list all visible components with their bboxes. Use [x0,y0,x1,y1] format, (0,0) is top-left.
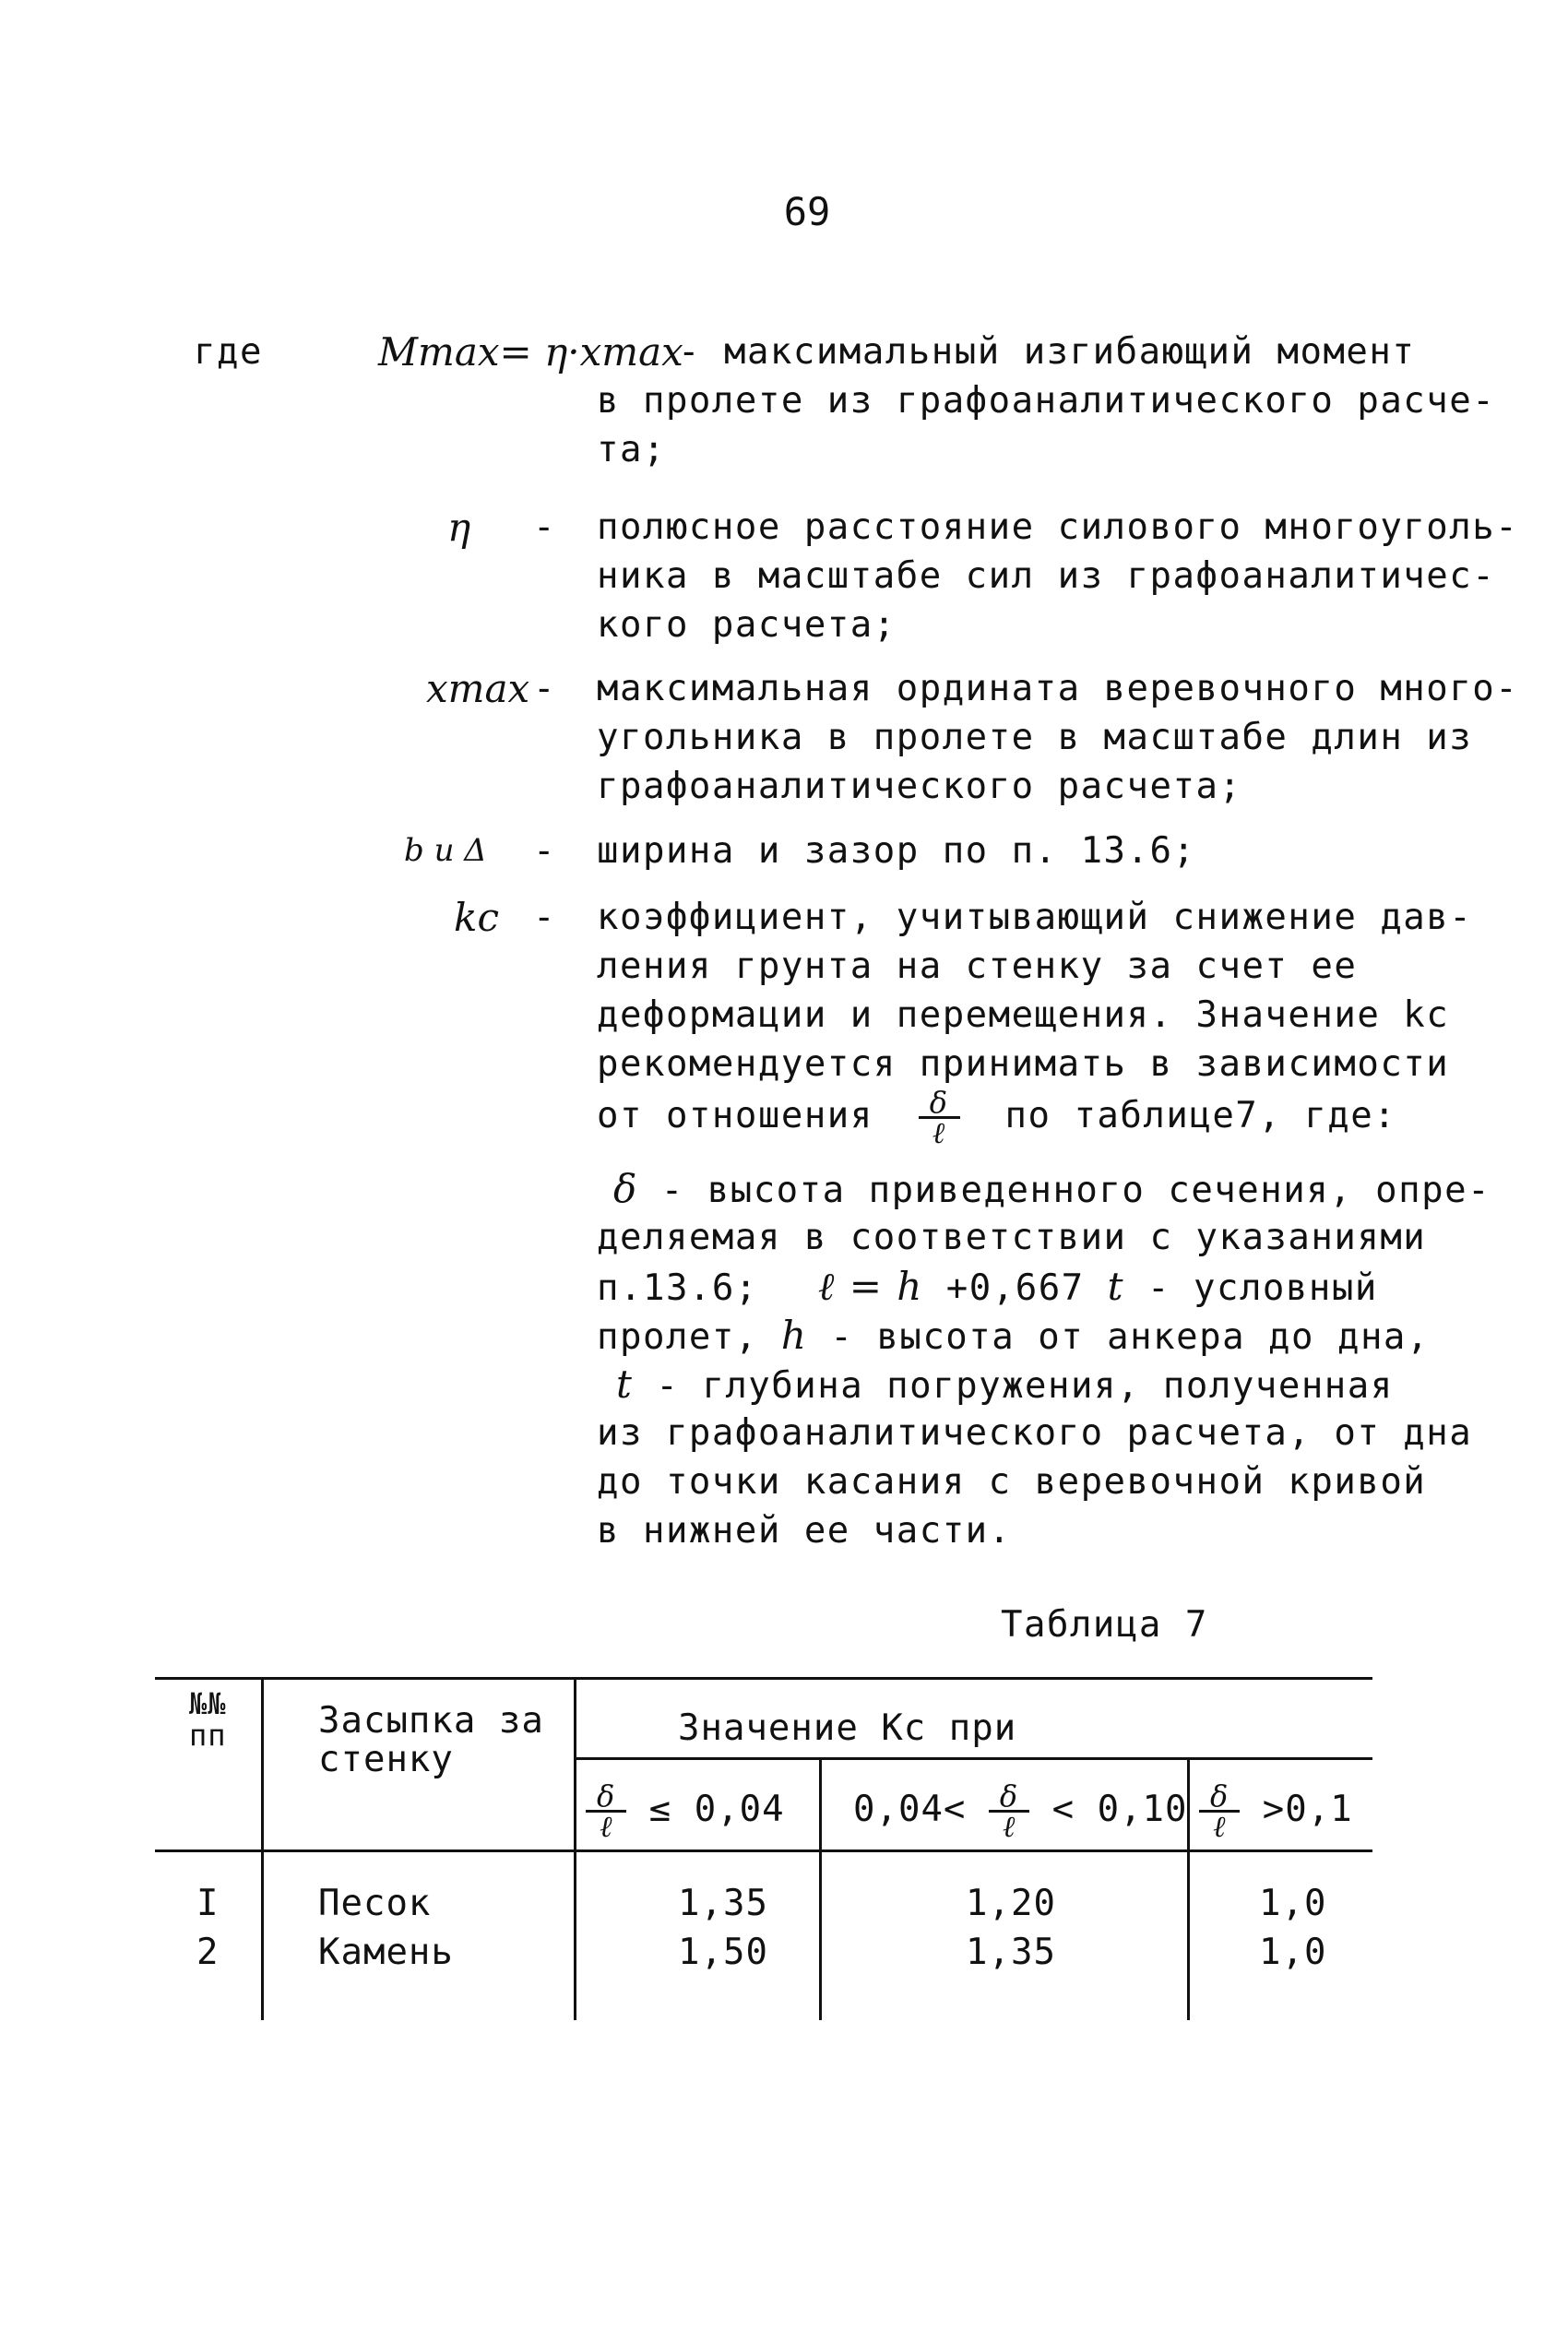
ratio-numerator: δ [929,1085,949,1120]
symbol-b-delta: b и Δ [404,832,487,869]
table-vline-1 [261,1677,264,2020]
span-coefficient: +0,667 [945,1267,1085,1309]
symbol-xmax: xmax [426,666,530,711]
row-1-number: I [196,1883,220,1924]
def-kc-dash: - [533,897,556,938]
subheader-1-post: ≤ 0,04 [648,1789,785,1830]
delta-line-3 [597,1262,1378,1313]
ratio-after: по таблице7, где: [1004,1095,1397,1136]
table-top-rule [155,1677,1372,1680]
span-formula: ℓ = h [817,1264,923,1309]
delta-line-3-ref: п.13.6; [597,1267,758,1309]
symbol-kc: kc [454,895,499,940]
def-eta-line-3: кого расчета; [597,604,897,646]
row-2-value-3: 1,0 [1259,1932,1327,1973]
subheader-3-post: >0,1 [1262,1789,1353,1830]
subheader-2-fraction [989,1778,1029,1844]
header-fill [318,1702,544,1779]
h-symbol: h [780,1313,808,1358]
delta-line-2: деляемая в соответствии с указаниями [597,1217,1427,1258]
def-mmax-line-2: в пролете из графоаналитического расче- [597,380,1496,422]
subheader-2-den: ℓ [1002,1809,1016,1844]
delta-line-6: из графоаналитического расчета, от дна [597,1412,1473,1454]
ratio-line [597,1085,1397,1150]
subheader-2-pre: 0,04< [853,1789,967,1830]
def-xmax-line-2: угольника в пролете в масштабе длин из [597,717,1473,758]
row-2-number: 2 [196,1932,220,1973]
delta-line-4-a: пролет, [597,1316,758,1358]
header-number-line-2: пп [189,1718,227,1753]
table-title: Таблица 7 [1001,1604,1208,1646]
delta-line-8: в нижней ее части. [597,1510,1012,1552]
header-fill-line-1: Засыпка за [318,1700,544,1742]
delta-line-5-text: - глубина погружения, полученная [656,1365,1394,1407]
def-xmax-line-1: максимальная ордината веревочного много- [597,668,1519,709]
delta-line-1 [613,1164,1491,1215]
t-symbol: t [1107,1264,1125,1309]
subheader-3 [1199,1778,1353,1844]
subheader-3-den: ℓ [1212,1809,1227,1844]
row-1-value-3: 1,0 [1259,1883,1327,1924]
row-2-value-2: 1,35 [966,1932,1056,1973]
table-group-rule [574,1757,1372,1760]
row-1-fill: Песок [318,1883,432,1924]
def-kc-line-4: рекомендуется принимать в зависимости [597,1043,1450,1085]
row-1-value-1: 1,35 [678,1883,768,1924]
row-1-value-2: 1,20 [966,1883,1056,1924]
subheader-1-num: δ [597,1778,616,1814]
ratio-fraction [919,1085,960,1150]
header-group: Значение Кс при [678,1707,1017,1749]
def-eta-line-2: ника в масштабе сил из графоаналитичес- [597,555,1496,597]
subheader-3-num: δ [1210,1778,1229,1814]
header-number-line-1: №№ [189,1686,227,1721]
def-mmax-line-3: та; [597,429,666,470]
def-b-delta-line-1: ширина и зазор по п. 13.6; [597,830,1196,872]
def-xmax-line-3: графоаналитического расчета; [597,766,1242,807]
ratio-denominator: ℓ [932,1115,946,1150]
symbol-mmax: Mmax= η·xmax [378,329,683,375]
def-eta-dash: - [533,506,556,548]
subheader-2-num: δ [999,1778,1019,1814]
delta-line-1-text: - высота приведенного сечения, опре- [660,1170,1491,1211]
table-vline-3 [819,1757,822,2020]
row-2-value-1: 1,50 [678,1932,768,1973]
subheader-1 [586,1778,785,1844]
intro-word: где [194,331,263,373]
def-mmax-line-1: - максимальный изгибающий момент [678,331,1416,373]
subheader-2-post: < 0,10 [1051,1789,1188,1830]
subheader-1-den: ℓ [599,1809,613,1844]
table-header-rule [155,1849,1372,1852]
subheader-2 [853,1778,1188,1844]
delta-line-4 [597,1311,1430,1362]
row-2-fill: Камень [318,1932,454,1973]
ratio-before: от отношения [597,1095,873,1136]
subheader-1-fraction [586,1778,626,1844]
page-number: 69 [783,189,831,234]
def-kc-line-3: деформации и перемещения. Значение kc [597,994,1450,1036]
def-b-delta-dash: - [533,830,556,872]
delta-symbol: δ [613,1166,638,1211]
delta-line-5 [616,1360,1394,1410]
subheader-3-fraction [1199,1778,1240,1844]
def-xmax-dash: - [533,668,556,709]
def-kc-line-1: коэффициент, учитывающий снижение дав- [597,897,1473,938]
delta-line-7: до точки касания с веревочной кривой [597,1461,1427,1503]
table-vline-2 [574,1677,576,2020]
delta-line-4-b: - высота от анкера до дна, [830,1316,1430,1358]
delta-line-3-tail: - условный [1147,1267,1378,1309]
symbol-eta: η [447,505,471,550]
def-kc-line-2: ления грунта на стенку за счет ее [597,945,1358,987]
def-eta-line-1: полюсное расстояние силового многоуголь- [597,506,1519,548]
header-fill-line-2: стенку [318,1739,454,1780]
t0-symbol: t [616,1362,634,1407]
header-number [189,1688,227,1751]
